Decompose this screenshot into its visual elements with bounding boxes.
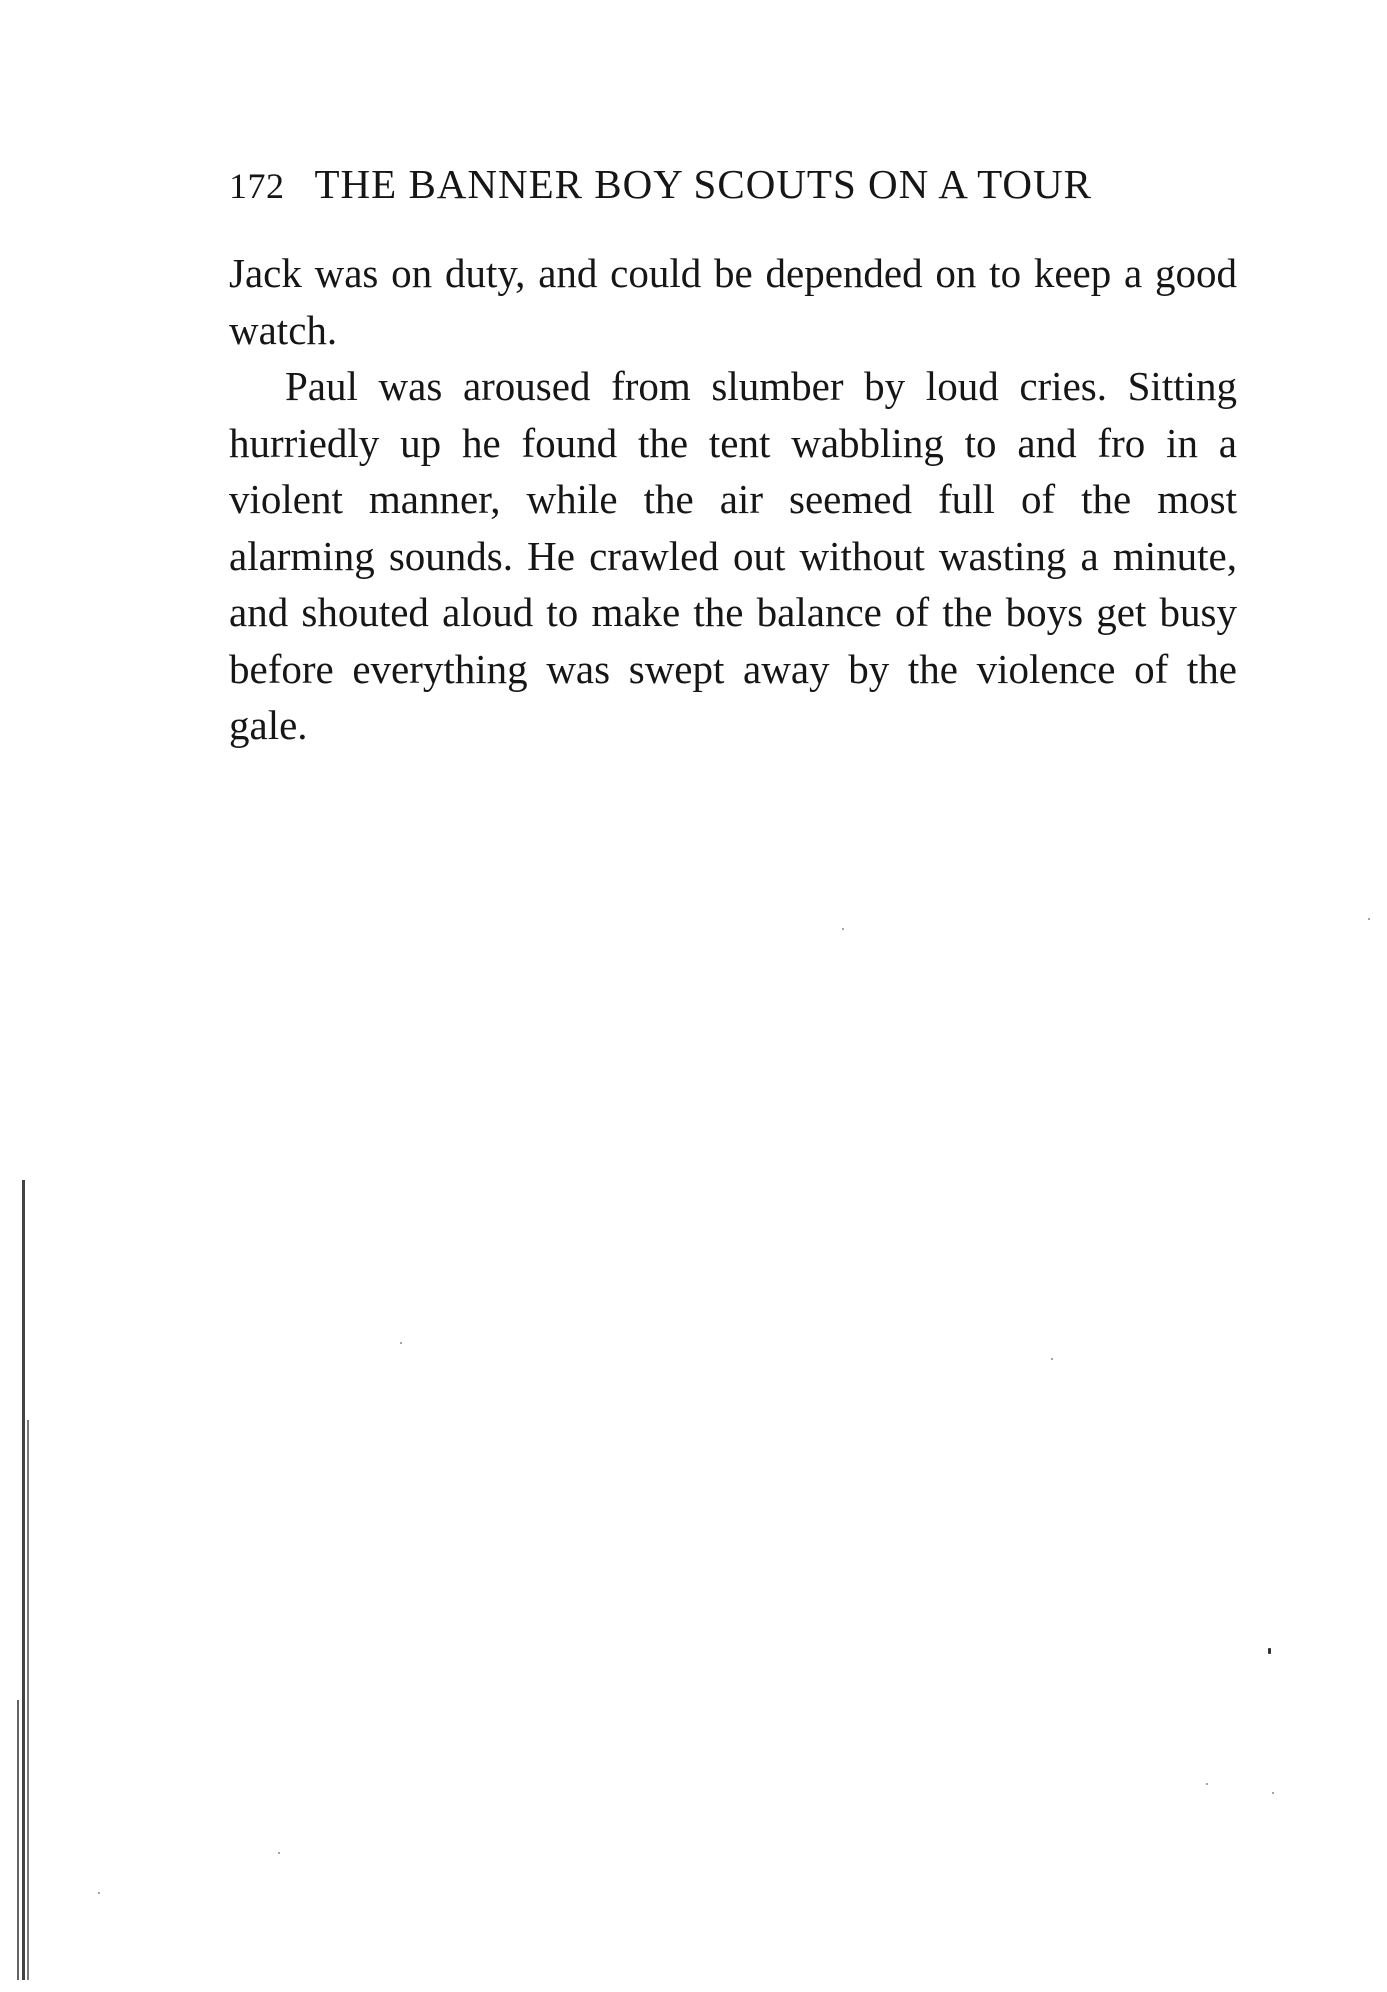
body-text [229, 245, 1237, 754]
page-number: 172 [229, 166, 285, 206]
scan-speck [1206, 1783, 1208, 1785]
running-title: THE BANNER BOY SCOUTS ON A TOUR [314, 161, 1092, 207]
scan-gutter-shadow [17, 1700, 19, 1980]
scan-speck [1272, 1792, 1274, 1794]
scan-speck [842, 928, 844, 930]
scan-speck [1368, 918, 1370, 920]
paragraph: Paul was aroused from slumber by loud cries. Sitting hurriedly up he found the tent wabbling to and fro in a violent manner, while the air seemed full of the most alarming sounds. He crawled out without wasting a minute, and shouted aloud to make the balance of the boys get busy before everything was swept away by the violence of the gale. [229, 363, 1237, 748]
running-head [229, 156, 1236, 212]
paragraph-continued: Jack was on duty, and could be depended on to keep a good watch. [229, 250, 1237, 353]
scan-speck [98, 1892, 100, 1894]
scan-speck [1051, 1358, 1053, 1360]
scan-gutter-shadow [22, 1180, 25, 1980]
scan-speck [400, 1342, 402, 1344]
scan-gutter-shadow [27, 1420, 29, 1980]
scan-speck [1268, 1648, 1271, 1654]
scan-speck [278, 1852, 280, 1854]
